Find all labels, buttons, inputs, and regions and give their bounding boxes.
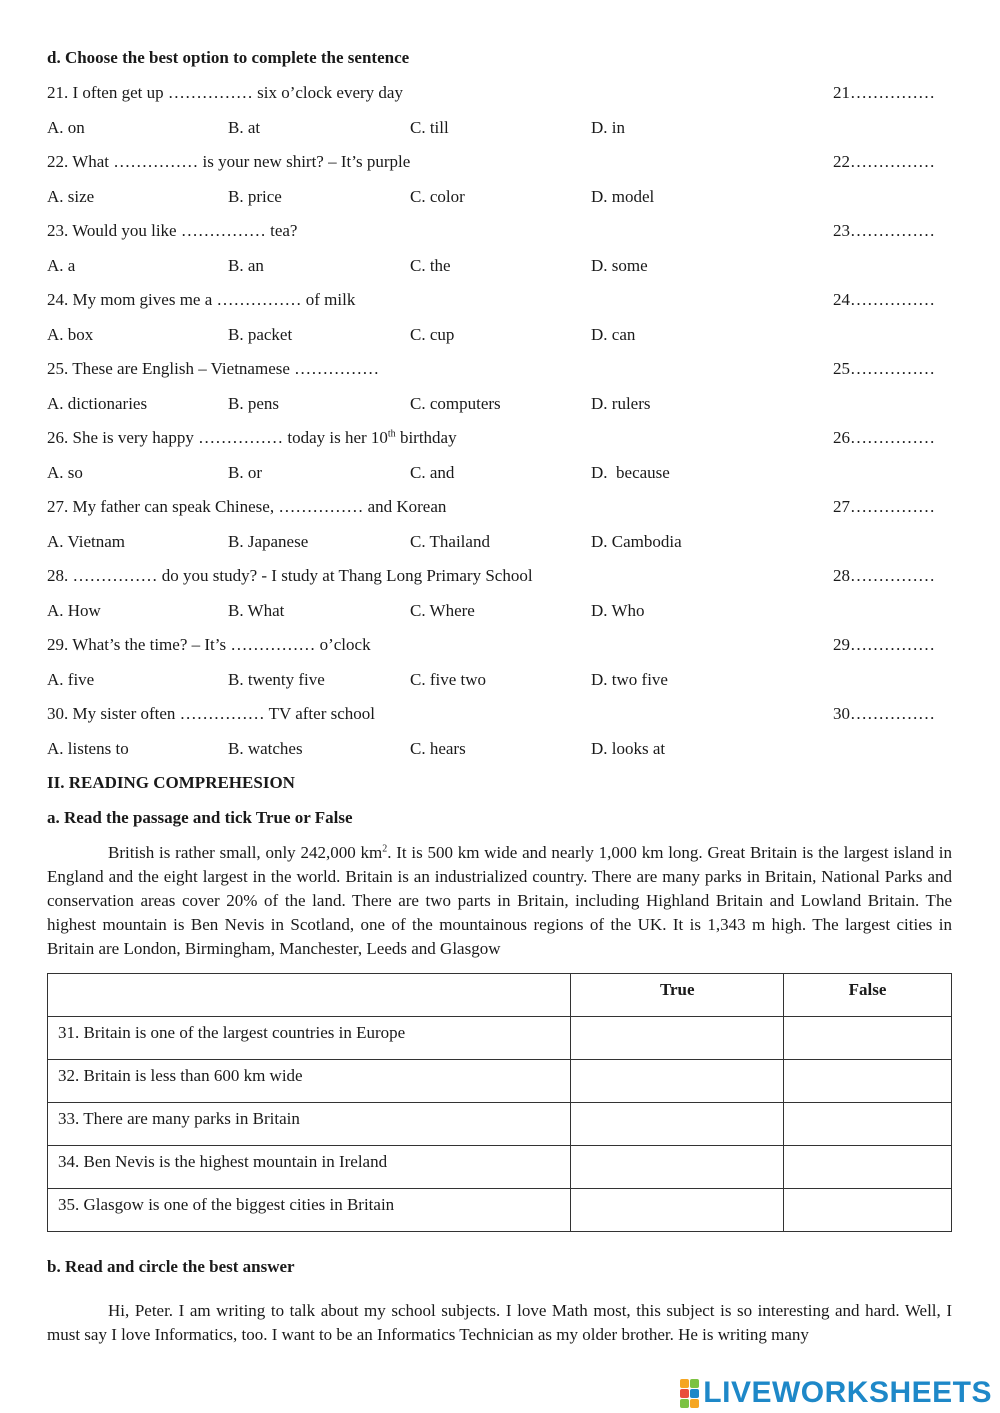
- true-cell-35[interactable]: [571, 1189, 784, 1232]
- option-30-d[interactable]: D. looks at: [591, 739, 666, 758]
- true-false-table: [47, 973, 952, 1232]
- option-28-d[interactable]: D. Who: [591, 601, 645, 620]
- table-row: [48, 1103, 952, 1146]
- option-30-a[interactable]: A. listens to: [47, 739, 129, 758]
- option-30-c[interactable]: C. hears: [410, 739, 466, 758]
- option-28-c[interactable]: C. Where: [410, 601, 475, 620]
- option-21-c[interactable]: C. till: [410, 118, 449, 137]
- question-22: 22. What …………… is your new shirt? – It’s purple: [47, 152, 411, 171]
- passage-a-superscript: 2: [382, 843, 388, 855]
- false-cell-34[interactable]: [784, 1146, 952, 1189]
- question-30: 30. My sister often …………… TV after school: [47, 704, 375, 723]
- option-26-d[interactable]: D. because: [591, 463, 670, 482]
- option-21-d[interactable]: D. in: [591, 118, 625, 137]
- option-25-d[interactable]: D. rulers: [591, 394, 651, 413]
- answer-blank-22[interactable]: 22……………: [833, 152, 935, 171]
- option-27-c[interactable]: C. Thailand: [410, 532, 490, 551]
- logo-square-icon: [680, 1379, 689, 1388]
- question-26-superscript: th: [387, 428, 396, 440]
- question-28: 28. …………… do you study? - I study at Thang Long Primary School: [47, 566, 533, 585]
- option-25-c[interactable]: C. computers: [410, 394, 501, 413]
- header-false: False: [784, 974, 952, 1017]
- question-26: [47, 427, 457, 449]
- question-27: 27. My father can speak Chinese, …………… and Korean: [47, 497, 447, 516]
- logo-square-icon: [690, 1389, 699, 1398]
- option-27-d[interactable]: D. Cambodia: [591, 532, 682, 551]
- passage-a-text-rest: . It is 500 km wide and nearly 1,000 km long. Great Britain is the largest island in England and the eight largest in the world. Britain is an industrialized country. There are many parks in Britain, National Parks and conservation areas cover 20% of the land. There are two parts in Britain, including Highland Britain and Lowland Britain. The highest mountain is Ben Nevis in Scotland, one of the mountainous regions of the UK. It is 1,343 m high. The largest cities in Britain are London, Birmingham, Manchester, Leeds and Glasgow: [47, 843, 953, 958]
- answer-blank-29[interactable]: 29……………: [833, 635, 935, 654]
- true-cell-31[interactable]: [571, 1017, 784, 1060]
- part-a-heading: a. Read the passage and tick True or False: [47, 808, 353, 827]
- statement-35: 35. Glasgow is one of the biggest cities in Britain: [48, 1189, 571, 1232]
- passage-b-text: Hi, Peter. I am writing to talk about my school subjects. I love Math most, this subject is so interesting and hard. Well, I must say I love Informatics, too. I want to be an Informatics Technician as my older brother. He is writing many: [47, 1301, 952, 1344]
- statement-34: 34. Ben Nevis is the highest mountain in Ireland: [48, 1146, 571, 1189]
- false-cell-31[interactable]: [784, 1017, 952, 1060]
- statement-33: 33. There are many parks in Britain: [48, 1103, 571, 1146]
- option-23-c[interactable]: C. the: [410, 256, 451, 275]
- answer-blank-28[interactable]: 28……………: [833, 566, 935, 585]
- answer-blank-26[interactable]: 26……………: [833, 428, 935, 447]
- logo-square-icon: [690, 1399, 699, 1408]
- option-27-b[interactable]: B. Japanese: [228, 532, 309, 551]
- statement-32: 32. Britain is less than 600 km wide: [48, 1060, 571, 1103]
- question-26-text: 26. She is very happy …………… today is her 10: [47, 428, 388, 447]
- question-25: 25. These are English – Vietnamese ……………: [47, 359, 380, 378]
- option-28-a[interactable]: A. How: [47, 601, 101, 620]
- answer-blank-30[interactable]: 30……………: [833, 704, 935, 723]
- header-statement: [48, 974, 571, 1017]
- option-26-c[interactable]: C. and: [410, 463, 455, 482]
- question-21: 21. I often get up …………… six o’clock every day: [47, 83, 403, 102]
- option-22-c[interactable]: C. color: [410, 187, 465, 206]
- passage-a-text: British is rather small, only 242,000 km: [108, 843, 383, 862]
- question-26-text-end: birthday: [395, 428, 457, 447]
- option-26-a[interactable]: A. so: [47, 463, 83, 482]
- logo-square-icon: [690, 1379, 699, 1388]
- option-22-a[interactable]: A. size: [47, 187, 95, 206]
- part-b-heading: b. Read and circle the best answer: [47, 1257, 295, 1276]
- option-24-b[interactable]: B. packet: [228, 325, 293, 344]
- true-cell-33[interactable]: [571, 1103, 784, 1146]
- option-22-d[interactable]: D. model: [591, 187, 655, 206]
- liveworksheets-logo: [680, 1377, 992, 1409]
- false-cell-35[interactable]: [784, 1189, 952, 1232]
- option-27-a[interactable]: A. Vietnam: [47, 532, 125, 551]
- part-a-passage: [47, 841, 952, 961]
- question-24: 24. My mom gives me a …………… of milk: [47, 290, 356, 309]
- table-header-row: [48, 974, 952, 1017]
- option-29-b[interactable]: B. twenty five: [228, 670, 325, 689]
- logo-text: LIVEWORKSHEETS: [703, 1376, 992, 1409]
- answer-blank-21[interactable]: 21……………: [833, 83, 935, 102]
- question-23: 23. Would you like …………… tea?: [47, 221, 298, 240]
- option-26-b[interactable]: B. or: [228, 463, 262, 482]
- table-row: [48, 1017, 952, 1060]
- option-21-a[interactable]: A. on: [47, 118, 85, 137]
- table-row: [48, 1060, 952, 1103]
- option-23-d[interactable]: D. some: [591, 256, 648, 275]
- part-b-passage: [47, 1299, 952, 1347]
- option-21-b[interactable]: B. at: [228, 118, 261, 137]
- option-24-a[interactable]: A. box: [47, 325, 94, 344]
- answer-blank-25[interactable]: 25……………: [833, 359, 935, 378]
- section-d-heading: d. Choose the best option to complete the sentence: [47, 48, 410, 67]
- option-30-b[interactable]: B. watches: [228, 739, 303, 758]
- option-24-d[interactable]: D. can: [591, 325, 636, 344]
- false-cell-32[interactable]: [784, 1060, 952, 1103]
- answer-blank-24[interactable]: 24……………: [833, 290, 935, 309]
- option-29-c[interactable]: C. five two: [410, 670, 487, 689]
- logo-square-icon: [680, 1399, 689, 1408]
- logo-mark-icon: [680, 1379, 699, 1408]
- option-22-b[interactable]: B. price: [228, 187, 282, 206]
- true-cell-32[interactable]: [571, 1060, 784, 1103]
- false-cell-33[interactable]: [784, 1103, 952, 1146]
- statement-31: 31. Britain is one of the largest countries in Europe: [48, 1017, 571, 1060]
- option-29-a[interactable]: A. five: [47, 670, 95, 689]
- option-23-b[interactable]: B. an: [228, 256, 264, 275]
- answer-blank-27[interactable]: 27……………: [833, 497, 935, 516]
- header-true: True: [571, 974, 784, 1017]
- option-25-a[interactable]: A. dictionaries: [47, 394, 148, 413]
- table-row: [48, 1189, 952, 1232]
- option-25-b[interactable]: B. pens: [228, 394, 279, 413]
- reading-section-heading: II. READING COMPREHESION: [47, 773, 295, 792]
- logo-square-icon: [680, 1389, 689, 1398]
- question-29: 29. What’s the time? – It’s …………… o’clock: [47, 635, 371, 654]
- answer-blank-23[interactable]: 23……………: [833, 221, 935, 240]
- table-row: [48, 1146, 952, 1189]
- true-cell-34[interactable]: [571, 1146, 784, 1189]
- option-24-c[interactable]: C. cup: [410, 325, 455, 344]
- option-23-a[interactable]: A. a: [47, 256, 76, 275]
- option-29-d[interactable]: D. two five: [591, 670, 668, 689]
- option-28-b[interactable]: B. What: [228, 601, 285, 620]
